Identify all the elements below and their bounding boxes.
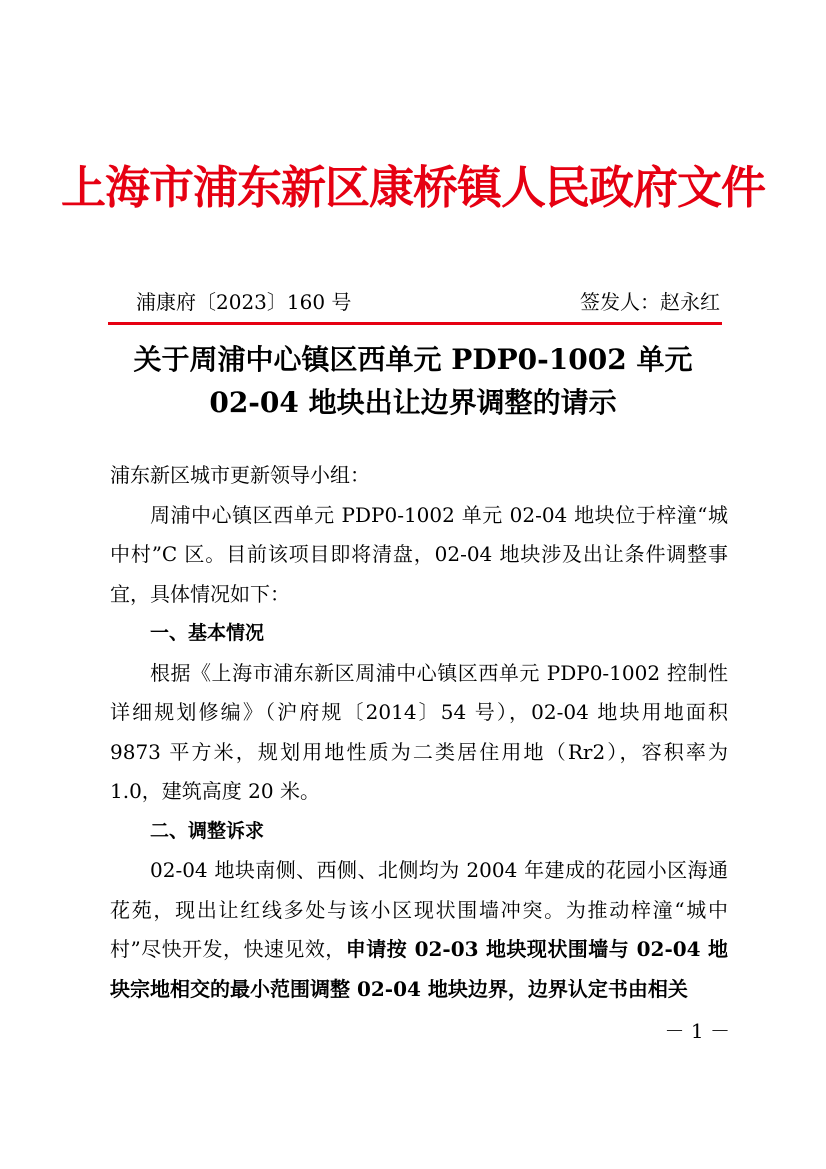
issuer-title: 上海市浦东新区康桥镇人民政府文件 (60, 161, 765, 214)
paragraph-intro: 周浦中心镇区西单元 PDP0-1002 单元 02-04 地块位于梓潼“城中村”C 区。目前该项目即将清盘，02-04 地块涉及出让条件调整事宜，具体情况如下： (110, 502, 728, 606)
document-body (110, 456, 728, 1009)
document-title-line1: 关于周浦中心镇区西单元 PDP0-1002 单元 (133, 343, 693, 376)
signer: 签发人：赵永红 (580, 290, 720, 314)
paragraph-basic-info: 根据《上海市浦东新区周浦中心镇区西单元 PDP0-1002 控制性详细规划修编》（沪府规〔2014〕54 号），02-04 地块用地面积 9873 平方米，规划用地性质为二类居住用地（Rr2），容积率为 1.0，建筑高度 20 米。 (110, 660, 728, 803)
paragraph-request (110, 851, 728, 1009)
red-divider-line (108, 322, 722, 325)
recipient: 浦东新区城市更新领导小组： (110, 463, 370, 487)
document-title-line2: 02-04 地块出让边界调整的请示 (209, 386, 617, 419)
paragraph-request-text: 02-04 地块南侧、西侧、北侧均为 2004 年建成的花园小区海通花苑，现出让红线多处与该小区现状围墙冲突。为推动梓潼“城中村”尽快开发，快速见效， (110, 858, 728, 961)
document-number: 浦康府〔2023〕160 号 (136, 290, 352, 314)
section-heading-request: 二、调整诉求 (150, 819, 265, 842)
page-number: － 1 － (664, 1019, 730, 1043)
paragraph-request-emphasis: 申请按 02-03 地块现状围墙与 02-04 地块宗地相交的最小范围调整 02-04 地块边界，边界认定书由相关 (110, 937, 728, 1001)
section-heading-basic: 一、基本情况 (150, 622, 265, 644)
